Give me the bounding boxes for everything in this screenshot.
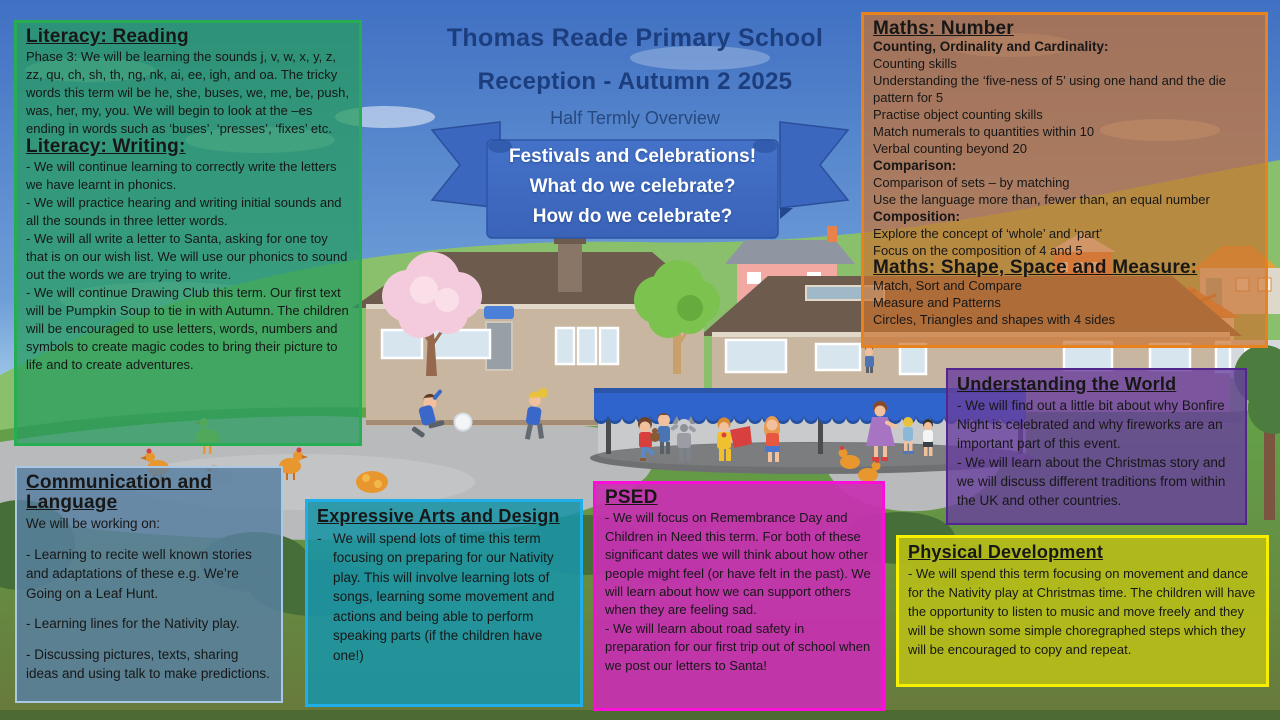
understanding-heading: Understanding the World [957, 374, 1177, 394]
maths-line: Focus on the composition of 4 and 5 [873, 243, 1083, 258]
maths-line: Understanding the ‘five-ness of 5’ using one hand and the die pattern for 5 [873, 73, 1226, 105]
understanding-item: - We will learn about the Christmas story and we will discuss different traditions from within the UK and other countries. [957, 455, 1226, 508]
maths-subheading: Counting, Ordinality and Cardinality: [873, 39, 1109, 54]
maths-box [861, 12, 1268, 348]
maths-subheading: Comparison: [873, 158, 957, 173]
psed-item: - We will learn about road safety in preparation for our first trip out of school when we post our letters to Santa! [605, 620, 871, 673]
maths-number-heading: Maths: Number [873, 18, 1014, 39]
communication-intro: We will be working on: [26, 516, 161, 531]
psed-item: - We will focus on Remembrance Day and Children in Need this term. For both of these significant dates we will think about how other people might feel (or have felt in the past). We will learn about how we can support others when they are feeling sad. [605, 510, 871, 618]
literacy-writing-item: - We will continue Drawing Club this term. Our first text will be Pumpkin Soup to tie in with Autumn. The children will be encouraged to use letters, words, numbers and symbols to create magic codes to bring their picture to life and to create adventures. [26, 285, 349, 372]
ribbon-wing-right [780, 122, 848, 208]
maths-line: Verbal counting beyond 20 [873, 141, 1027, 156]
maths-line: Circles, Triangles and shapes with 4 sides [873, 312, 1116, 327]
maths-line: Practise object counting skills [873, 107, 1043, 122]
bottom-strip [0, 710, 1280, 720]
maths-line: Match numerals to quantities within 10 [873, 124, 1095, 139]
communication-language-box [15, 466, 283, 703]
banner-line-2: What do we celebrate? [529, 176, 736, 197]
literacy-box [14, 20, 362, 446]
school-name: Thomas Reade Primary School [446, 24, 824, 52]
understanding-world-box [946, 368, 1247, 525]
subtitle: Half Termly Overview [550, 108, 720, 128]
understanding-item: - We will find out a little bit about why Bonfire Night is celebrated and why fireworks are an important part of this event. [957, 398, 1225, 451]
banner-text [487, 142, 778, 238]
communication-item: - Discussing pictures, texts, sharing ideas and using talk to make predictions. [26, 646, 270, 681]
communication-item: - Learning to recite well known stories and adaptations of these e.g. We’re Going on a Leaf Hunt. [26, 546, 252, 601]
literacy-writing-heading: Literacy: Writing: [26, 136, 186, 157]
maths-line: Explore the concept of ‘whole’ and ‘part’ [873, 226, 1103, 241]
literacy-writing-item: - We will practice hearing and writing initial sounds and all the sounds in three letter words. [26, 195, 342, 228]
bullet-dash: - [317, 530, 322, 546]
header [355, 24, 915, 129]
maths-subheading: Composition: [873, 209, 960, 224]
ribbon-fold-right [780, 208, 793, 219]
ball [455, 414, 472, 431]
banner-line-3: How do we celebrate? [532, 206, 733, 227]
expressive-arts-box [305, 499, 583, 707]
banner-line-1: Festivals and Celebrations! [508, 146, 757, 167]
physical-body: - We will spend this term focusing on movement and dance for the Nativity play at Christmas time. The children will have the opportunity to listen to music and move freely and they will be shown some simple choregraphed steps which they will be encouraged to copy and repeat. [908, 566, 1256, 657]
maths-line: Comparison of sets – by matching [873, 175, 1070, 190]
maths-shape-heading: Maths: Shape, Space and Measure: [873, 257, 1198, 278]
expressive-heading: Expressive Arts and Design [317, 506, 560, 526]
maths-line: Counting skills [873, 56, 957, 71]
term-title: Reception - Autumn 2 2025 [477, 68, 793, 95]
psed-box [593, 481, 885, 711]
literacy-writing-item: - We will continue learning to correctly write the letters we have learnt in phonics. [26, 159, 337, 192]
maths-line: Use the language more than, fewer than, an equal number [873, 192, 1210, 207]
expressive-body: We will spend lots of time this term focusing on preparing for our Nativity play. This will involve learning lots of songs, learning some movement and actions and being able to perform speaking parts (if the children have one!) [333, 530, 555, 663]
literacy-reading-heading: Literacy: Reading [26, 26, 189, 47]
psed-heading: PSED [605, 487, 658, 508]
communication-heading: Communication and Language [26, 472, 213, 513]
orange-bush [356, 471, 388, 493]
school-chimney [558, 240, 582, 292]
school-sign [484, 306, 514, 319]
maths-line: Match, Sort and Compare [873, 278, 1022, 293]
maths-line: Measure and Patterns [873, 295, 1001, 310]
literacy-reading-body: Phase 3: We will be learning the sounds j, v, w, x, y, z, zz, qu, ch, sh, th, ng, nk, ai, ee, igh, and oa. The tricky words this term wil be he, she, buses, we, me, be, push, was, her, my, you. We will begin to look at the –es ending in words such as ‘buses’, ‘presses’, ‘fixes’ etc. [26, 49, 349, 136]
communication-item: - Learning lines for the Nativity play. [26, 616, 240, 631]
literacy-writing-item: - We will all write a letter to Santa, asking for one toy that is on our wish list. We will use our phonics to sound out the words we are trying to write. [26, 231, 348, 282]
physical-heading: Physical Development [908, 542, 1104, 562]
physical-development-box [896, 535, 1269, 687]
